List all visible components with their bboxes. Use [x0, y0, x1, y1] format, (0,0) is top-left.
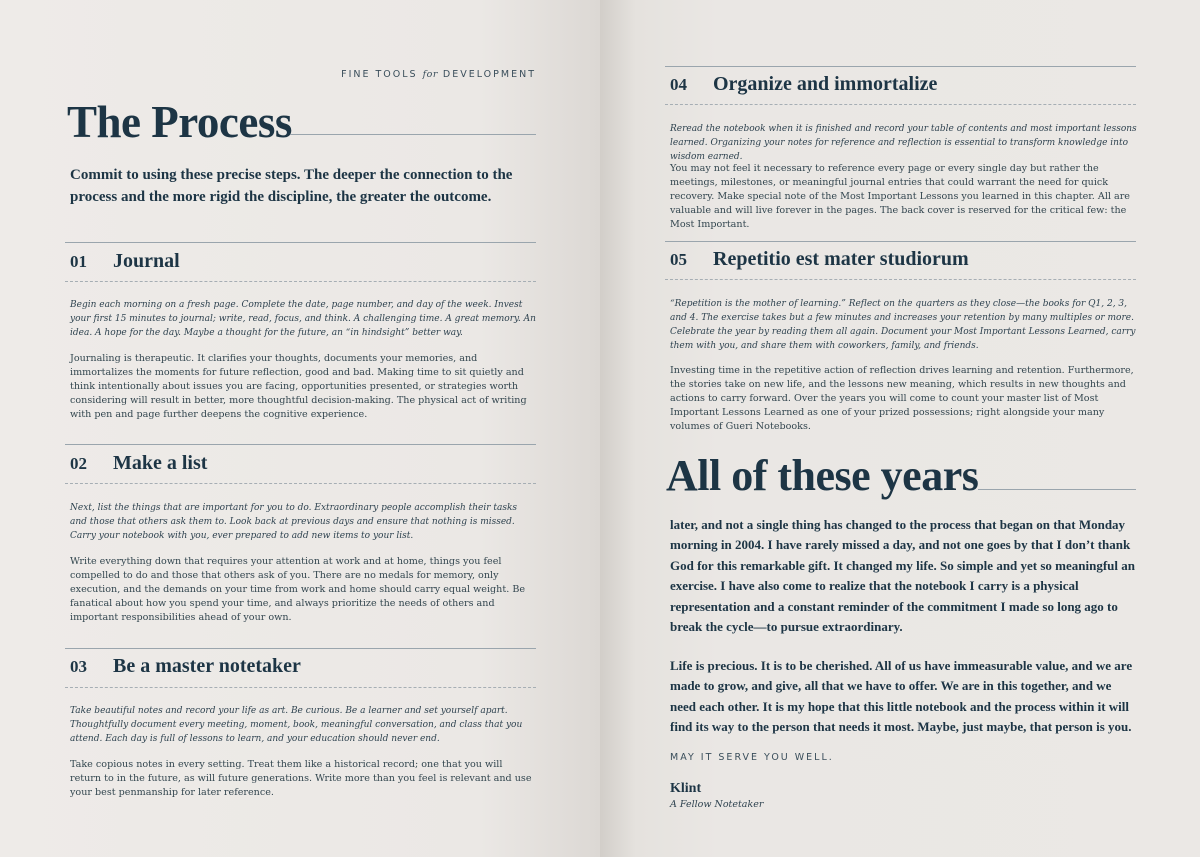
closing-title: All of these years [666, 451, 979, 500]
section-top-rule [65, 444, 536, 445]
section-body: Write everything down that requires your attention at work and at home, things you feel compelled to do and those that others ask of you. There are no medals for memory, only execution, and the demands on your time from work and home should carry equal weight. Be fanatical about how you spend your time, and always prioritize the needs of others and important responsibilities ahead of your own. [70, 556, 526, 623]
section-number: 05 [670, 250, 687, 269]
section-top-rule [65, 242, 536, 243]
section-body: Take copious notes in every setting. Treat them like a historical record; one that you will return to in the future, as will future generations. Write more than you feel is relevant and use your best penmanship for later reference. [70, 759, 532, 798]
section-title: Be a master notetaker [113, 655, 301, 677]
section-heading-journal [70, 250, 180, 273]
section-intro-italic: Take beautiful notes and record your life as art. Be curious. Be a learner and set yourself apart. Thoughtfully document every meeting, moment, book, meaningful conversation, and class that you attend. Each day is full of lessons to learn, and your education should never end. [70, 706, 523, 744]
page-title: The Process [67, 97, 292, 147]
section-dash-rule [665, 279, 1136, 280]
section-title: Repetitio est mater studiorum [713, 248, 969, 270]
section-intro-italic: Next, list the things that are important for you to do. Extraordinary people accomplish their tasks and those that others ask them to. Look back at previous days and ensure that nothing is missed. Carry your notebook with you, ever prepared to add new items to your list. [70, 503, 518, 541]
section-heading-make-a-list [70, 452, 207, 475]
closing-paragraph-1: later, and not a single thing has changed to the process that began on that Monday morning in 2004. I have rarely missed a day, and not one goes by that I don’t thank God for this remarkable gift. It changed my life. So simple and yet so meaningful an exercise. I have also come to realize that the notebook I carry is a physical representation and a constant reminder of the commitment I made so long ago to break the cycle—to pursue extraordinary. [670, 517, 1136, 635]
title-rule [290, 134, 536, 135]
section-number: 04 [670, 75, 687, 94]
section-body: You may not feel it necessary to reference every page or every single day but rather the meetings, milestones, or meaningful journal entries that could warrant the need for quick recovery. Make special note of the Most Important Lessons you learned in this chapter. All are valuable and will live forever in the pages. The back cover is reserved for the critical few: the Most Important. [670, 163, 1130, 230]
section-number: 01 [70, 252, 87, 271]
signature-role: A Fellow Notetaker [670, 799, 764, 810]
section-intro-italic: “Repetition is the mother of learning.” Reflect on the quarters as they close—the books for Q1, 2, 3, and 4. The exercise takes but a few minutes and increases your retention by many multiples or more. Celebrate the year by reading them all again. Document your Most Important Lessons Learned, carry them with you, and share them with coworkers, family, and friends. [670, 299, 1136, 351]
section-dash-rule [65, 281, 536, 282]
section-heading-repetitio [670, 248, 969, 271]
right-page [600, 0, 1200, 857]
lead-paragraph: Commit to using these precise steps. The deeper the connection to the process and the more rigid the discipline, the greater the outcome. [70, 167, 513, 205]
section-heading-master-notetaker [70, 655, 301, 678]
section-dash-rule [65, 687, 536, 688]
section-top-rule [665, 241, 1136, 242]
section-intro-italic: Reread the notebook when it is finished and record your table of contents and most important lessons learned. Organizing your notes for reference and reflection is essential to transform knowledge into wisdom earned. [670, 124, 1137, 162]
signoff-line: MAY IT SERVE YOU WELL. [670, 752, 834, 763]
section-title: Journal [113, 250, 180, 272]
section-body: Investing time in the repetitive action of reflection drives learning and retention. Furthermore, the stories take on new life, and the lessons new meaning, which results in new thoughts and actions to carry forward. Over the years you will come to count your master list of Most Important Lessons Learned as one of your prized possessions; right alongside your many volumes of Gueri Notebooks. [670, 365, 1134, 432]
section-dash-rule [65, 483, 536, 484]
section-number: 02 [70, 454, 87, 473]
section-title: Organize and immortalize [713, 73, 938, 95]
signature-name: Klint [670, 781, 702, 796]
section-top-rule [665, 66, 1136, 67]
section-top-rule [65, 648, 536, 649]
section-intro-italic: Begin each morning on a fresh page. Complete the date, page number, and day of the week. Invest your first 15 minutes to journal; write, read, focus, and think. A challenging time. A great memory. An idea. A hope for the day. Maybe a thought for the future, an “in hindsight” better way. [70, 300, 536, 338]
section-title: Make a list [113, 452, 208, 474]
closing-title-rule [978, 489, 1136, 490]
section-body: Journaling is therapeutic. It clarifies your thoughts, documents your memories, and immortalizes the moments for future reflection, good and bad. Making time to sit quietly and think intentionally about issues you are facing, opportunities presented, or strategies worth considering will result in better, more thoughtful decision-making. The physical act of writing with pen and page further deepens the cognitive experience. [70, 353, 527, 420]
section-number: 03 [70, 657, 87, 676]
section-dash-rule [665, 104, 1136, 105]
section-heading-organize [670, 73, 937, 96]
closing-paragraph-2: Life is precious. It is to be cherished. All of us have immeasurable value, and we are made to grow, and give, all that we have to offer. We are in this together, and we need each other. It is my hope that this little notebook and the process within it will find its way to the person that needs it most. Maybe, just maybe, that person is you. [670, 658, 1133, 735]
series-kicker: FINE TOOLS for DEVELOPMENT [341, 69, 536, 80]
